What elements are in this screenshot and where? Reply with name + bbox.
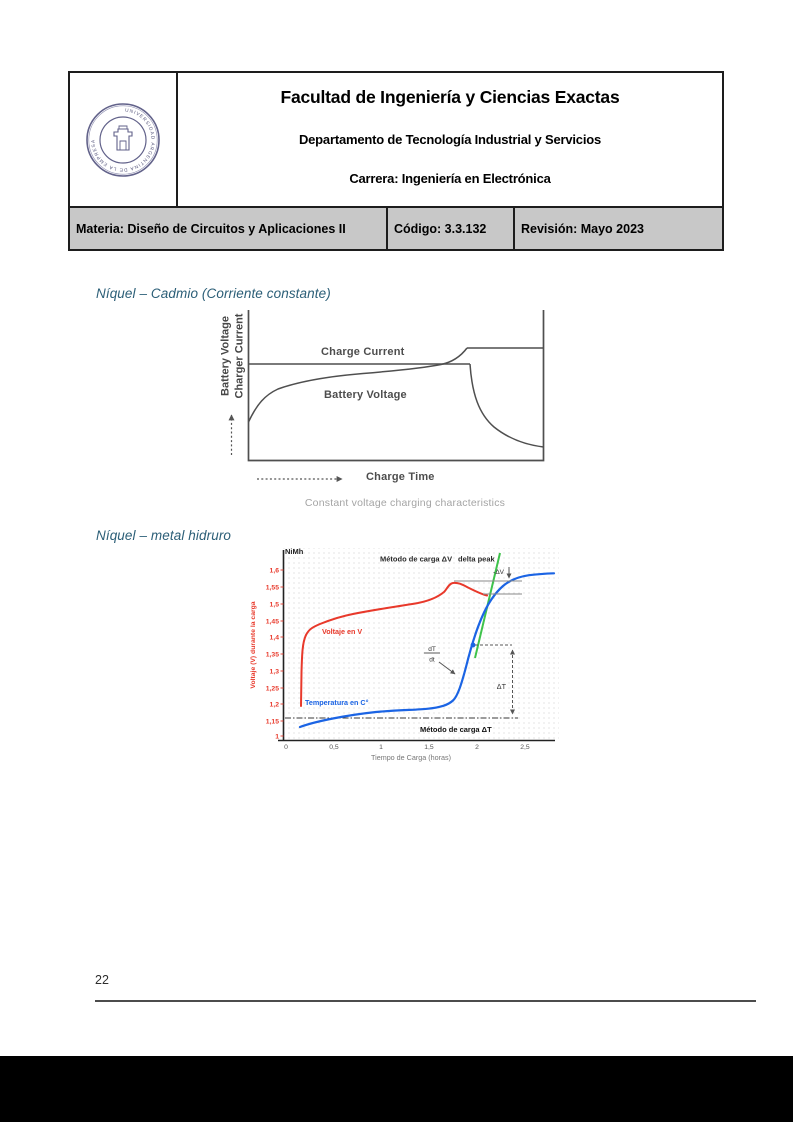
- x-tick-labels: [284, 744, 530, 751]
- svg-text:1,35: 1,35: [265, 651, 279, 659]
- header-row-titles: [70, 73, 722, 206]
- svg-text:0,5: 0,5: [329, 744, 339, 751]
- svg-text:1: 1: [275, 733, 279, 741]
- fig1-caption: Constant voltage charging characteristics: [304, 497, 506, 509]
- university-seal: [84, 101, 162, 179]
- current-decay-curve: [470, 364, 544, 447]
- inflection-dot: [471, 643, 476, 648]
- revision-cell: Revisión: Mayo 2023: [521, 221, 644, 236]
- svg-text:2: 2: [475, 744, 479, 751]
- svg-text:1,2: 1,2: [269, 701, 279, 709]
- svg-text:1,5: 1,5: [269, 601, 279, 609]
- fig1-y-axis-label: [219, 314, 247, 399]
- faculty-title: Facultad de Ingeniería y Ciencias Exactas: [280, 87, 620, 107]
- svg-text:2,5: 2,5: [520, 744, 530, 751]
- materia-cell: Materia: Diseño de Circuitos y Aplicaciones II: [70, 208, 388, 249]
- heading-nicd: Níquel – Cadmio (Corriente constante): [96, 286, 331, 301]
- svg-text:1,25: 1,25: [265, 685, 279, 693]
- fig1-charge-time-label: Charge Time: [366, 471, 435, 483]
- footer-rule: [95, 1000, 756, 1002]
- header-table: [68, 71, 724, 251]
- svg-text:1,15: 1,15: [265, 718, 279, 726]
- fig2-title: NiMh: [285, 547, 304, 556]
- career-title: Carrera: Ingeniería en Electrónica: [349, 171, 551, 186]
- dt-numerator-label: dT: [428, 646, 436, 653]
- dt-denominator-label: dt: [429, 656, 435, 664]
- heading-nimh: Níquel – metal hidruro: [96, 528, 232, 543]
- svg-text:1,4: 1,4: [269, 634, 279, 642]
- header-title-cell: [178, 73, 722, 206]
- delta-t-label: ΔT: [496, 682, 506, 691]
- seal-emblem: [114, 126, 132, 150]
- page-number: 22: [95, 973, 109, 987]
- delta-peak-label: delta peak: [458, 554, 495, 564]
- seal-ring-text: UNIVERSIDAD ARGENTINA DE LA EMPRESA: [91, 108, 155, 172]
- voltaje-series-label: Voltaje en V: [322, 627, 363, 636]
- fig1-battery-voltage-label: Battery Voltage: [324, 389, 407, 401]
- nimh-chart: [248, 542, 563, 770]
- fig2-y-axis-label: Voltaje (V) durante la carga: [250, 601, 257, 689]
- y-tick-labels: [266, 567, 279, 740]
- svg-text:1,55: 1,55: [265, 584, 279, 592]
- codigo-cell: Código: 3.3.132: [388, 208, 515, 249]
- fig1-ylabel-line2: Charger Current: [233, 313, 245, 399]
- department-title: Departamento de Tecnología Industrial y Servicios: [298, 132, 602, 147]
- svg-text:1,3: 1,3: [269, 668, 279, 676]
- svg-text:1,45: 1,45: [265, 618, 279, 626]
- minus-dv-label: -ΔV: [493, 569, 504, 576]
- header-row-meta: [70, 206, 722, 249]
- metodo-dv-label: Método de carga ΔV: [380, 554, 453, 564]
- svg-text:1,6: 1,6: [269, 567, 279, 575]
- fig2-x-axis-label: Tiempo de Carga (horas): [370, 753, 452, 762]
- temperatura-series-label: Temperatura en C°: [305, 698, 369, 707]
- fig1-charge-current-label: Charge Current: [321, 346, 405, 358]
- logo-cell: [70, 73, 178, 206]
- plot-borders: [249, 310, 544, 461]
- svg-text:0: 0: [284, 744, 288, 751]
- svg-text:1,5: 1,5: [424, 744, 434, 751]
- metodo-dt-label: Método de carga ΔT: [420, 725, 492, 734]
- fig1-ylabel-line1: Battery Voltage: [219, 316, 232, 396]
- svg-text:1: 1: [379, 744, 383, 751]
- bottom-black-band: [0, 1056, 793, 1122]
- battery-voltage-curve: [249, 348, 468, 422]
